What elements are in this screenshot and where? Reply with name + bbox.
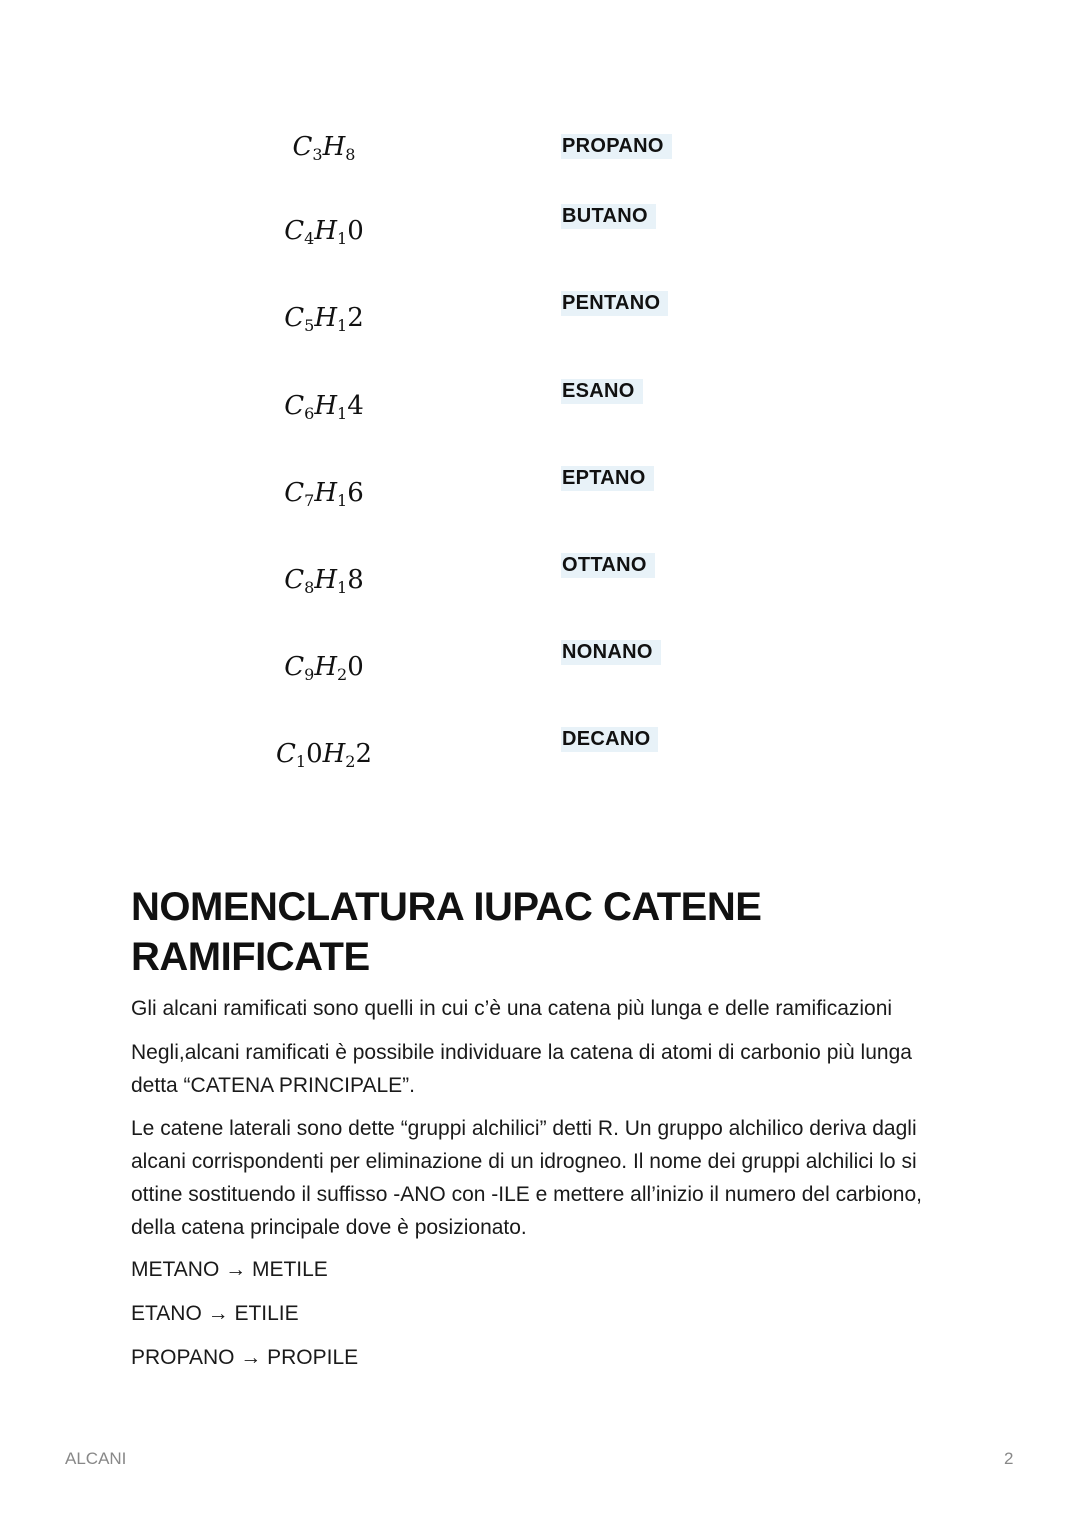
footer-title: ALCANI [65, 1449, 127, 1468]
section-title-line: NOMENCLATURA IUPAC CATENE [131, 885, 762, 929]
alkane-name: EPTANO [561, 466, 654, 491]
section-title [131, 882, 931, 982]
alkane-row: $C_4H_10$ BUTANO [0, 216, 1080, 276]
alkane-name: ESANO [561, 379, 643, 404]
alkane-name: PENTANO [561, 291, 668, 316]
alkane-row: $C_8H_18$ OTTANO [0, 565, 1080, 625]
alkane-row: $C_3H_8$ PROPANO [0, 132, 1080, 192]
alkane-row: $C_6H_14$ ESANO [0, 391, 1080, 451]
paragraph: PROPANO → PROPILE [131, 1346, 359, 1369]
alkane-row: $C_5H_12$ PENTANO [0, 303, 1080, 363]
alkane-row: $C_7H_16$ EPTANO [0, 478, 1080, 538]
paragraph: ETANO → ETILIE [131, 1302, 299, 1325]
alkane-name: NONANO [561, 640, 661, 665]
alkane-row: $C_10H_22$ DECANO [0, 739, 1080, 799]
paragraph: Gli alcani ramificati sono quelli in cui c’è una catena più lunga e delle ramificazioni [131, 997, 893, 1020]
alkane-name: OTTANO [561, 553, 655, 578]
alkane-row: $C_9H_20$ NONANO [0, 652, 1080, 712]
alkane-name: BUTANO [561, 204, 656, 229]
page-number: 2 [1004, 1449, 1014, 1468]
alkane-name: DECANO [561, 727, 658, 752]
paragraph: METANO → METILE [131, 1258, 328, 1281]
paragraph: Negli,alcani ramificati è possibile individuare la catena di atomi di carbonio più lunga detta “CATENA PRINCIPALE”. [131, 1041, 912, 1097]
section-title-line: RAMIFICATE [131, 935, 370, 979]
alkane-name: PROPANO [561, 134, 672, 159]
paragraph: Le catene laterali sono dette “gruppi alchilici” detti R. Un gruppo alchilico deriva dagli alcani corrispondenti per eliminazione di un idrogneo. Il nome dei gruppi alchilici lo si ottine sostituendo il suffisso -ANO con -ILE e mettere all’inizio il numero del carbiono, della catena principale dove è posizionato. [131, 1117, 922, 1239]
